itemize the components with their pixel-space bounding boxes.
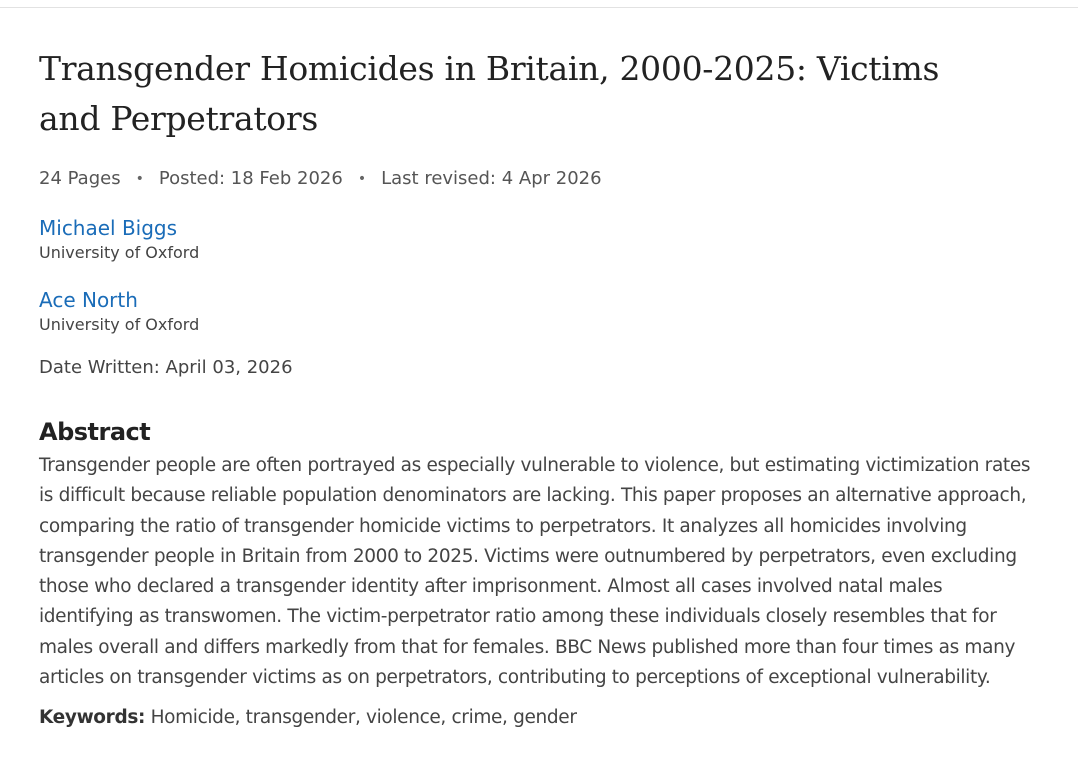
page-count: 24 Pages xyxy=(39,168,121,189)
abstract-heading: Abstract xyxy=(39,418,151,446)
keywords xyxy=(39,704,1039,732)
paper-title: Transgender Homicides in Britain, 2000-2025: Victims and Perpetrators xyxy=(39,49,940,138)
last-revised-date: Last revised: 4 Apr 2026 xyxy=(381,168,602,189)
author-block xyxy=(39,214,1039,264)
author-affiliation: University of Oxford xyxy=(39,243,200,262)
author-block xyxy=(39,286,1039,336)
author-link-ace-north[interactable]: Ace North xyxy=(39,288,138,312)
author-link-michael-biggs[interactable]: Michael Biggs xyxy=(39,216,178,240)
author-affiliation: University of Oxford xyxy=(39,315,200,334)
meta-separator: • xyxy=(357,171,367,187)
date-written: Date Written: April 03, 2026 xyxy=(39,357,293,378)
abstract-text: Transgender people are often portrayed as especially vulnerable to violence, but estimating victimization rates is difficult because reliable population denominators are lacking. This paper proposes an alternative approach, comparing the ratio of transgender homicide victims to perpetrators. It analyzes all homicides involving transgender people in Britain from 2000 to 2025. Victims were outnumbered by perpetrators, even excluding those who declared a transgender identity after imprisonment. Almost all cases involved natal males identifying as transwomen. The victim-perpetrator ratio among these individuals closely resembles that for males overall and differs markedly from that for females. BBC News published more than four times as many articles on transgender victims as on perpetrators, contributing to perceptions of exceptional vulnerability. xyxy=(39,455,1031,689)
posted-date: Posted: 18 Feb 2026 xyxy=(158,168,343,189)
paper-meta xyxy=(39,165,1039,193)
top-divider xyxy=(0,7,1078,8)
paper-details xyxy=(39,44,1039,732)
meta-separator: • xyxy=(135,171,144,187)
keywords-list: Homicide, transgender, violence, crime, gender xyxy=(150,707,577,729)
keywords-label: Keywords: xyxy=(39,707,146,729)
